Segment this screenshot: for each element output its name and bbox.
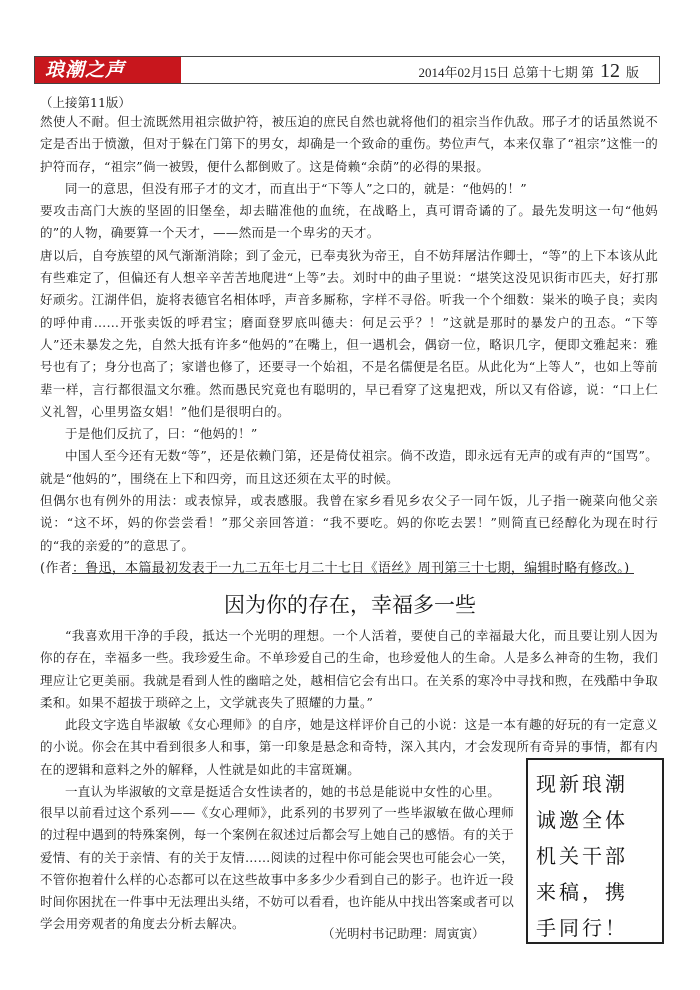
issue-date: 2014年02月15日 总第十七期 第	[418, 65, 594, 80]
callout-line: 诚邀全体	[536, 808, 628, 832]
article-title: 因为你的存在，幸福多一些	[224, 593, 476, 617]
paragraph: 但偶尔也有例外的用法：或表惊异，或表感服。我曾在家乡看见乡农父子一同午饭，儿子指一碗菜向他父亲说：“这不坏，妈的你尝尝看！”那父亲回答道：“我不要吃。妈的你吃去罢！”则简直已经醇化为现在时行的“我的亲爱的”的意思了。	[40, 493, 658, 553]
callout-line: 手同行！	[536, 916, 628, 940]
paragraph: 唐以后，自夸族望的风气渐渐消除；到了金元，已奉夷狄为帝王，自不妨拜屠沽作卿士，“等”的上下本该从此有些难定了，但偏还有人想辛辛苦苦地爬进“上等”去。刘时中的曲子里说：“堪笑这没见识街市匹夫，好打那好顽劣。江湖伴侣，旋将表德官名相体呼，声音多厮称，字样不寻俗。听我一个个细数：粜米的唤子良；卖肉的呼仲甫……开张卖饭的呼君宝；磨面登罗底叫德夫：何足云乎？！”这就是那时的暴发户的丑态。“下等人”还未暴发之先，自然大抵有许多“他妈的”在嘴上，但一遇机会，偶窃一位，略识几字，便即文雅起来：雅号也有了；身分也高了；家谱也修了，还要寻一个始祖，不是名儒便是名臣。从此化为“上等人”，也如上等前辈一样，言行都很温文尔雅。然而愚民究竟也有聪明的，早已看穿了这鬼把戏，所以又有俗谚，说：“口上仁义礼智，心里男盗女娼！”他们是很明白的。	[40, 247, 658, 419]
section-divider	[72, 573, 634, 574]
continued-note: （上接第11版）	[40, 95, 131, 110]
author-note: (作者：鲁迅，本篇最初发表于一九二五年七月二十七日《语丝》周刊第三十七期，编辑时略有修改。)	[40, 560, 630, 576]
signature: （光明村书记助理：周寅寅）	[322, 926, 485, 941]
page-number: 12	[599, 60, 620, 82]
masthead: 琅潮之声	[35, 57, 181, 83]
callout-line: 机关干部	[536, 844, 628, 868]
page-unit: 版	[625, 65, 639, 80]
paragraph: 中国人至今还有无数“等”，还是依赖门第，还是倚仗祖宗。倘不改造，即永远有无声的或有声的“国骂”。就是“他妈的”，围绕在上下和四旁，而且这还须在太平的时候。	[40, 448, 658, 486]
call-for-submissions-box	[526, 758, 664, 944]
paragraph: 很早以前看过这个系列——《女心理师》，此系列的书罗列了一些毕淑敏在做心理师的过程中遇到的特殊案例，每一个案例在叙述过后都会写上她自己的感悟。有的关于爱情、有的关于亲情、有的关于友情……阅读的过程中你可能会哭也可能会心一笑，不管你抱着什么样的心态都可以在这些故事中多多少少看到自己的影子。也许近一段时间你困扰在一件事中无法理出头绪，不妨可以看看，也许能从中找出答案或者可以学会用旁观者的角度去分析去解决。	[40, 805, 514, 932]
callout-line: 来稿，携	[536, 880, 628, 904]
callout-line: 现新琅潮	[536, 772, 628, 796]
article-review-continued	[40, 802, 514, 936]
paragraph: 同一的意思，但没有邢子才的文才，而直出于“下等人”之口的，就是：“他妈的！”	[65, 180, 527, 196]
paragraph: 此段文字选自毕淑敏《女心理师》的自序，她是这样评价自己的小说：这是一本有趣的好玩的有一定意义的小说。你会在其中看到很多人和事，第一印象是悬念和奇特，深入其内，才会发现所有奇异的事情，都有内在的逻辑和意料之外的解释，人性就是如此的丰富斑斓。	[40, 717, 658, 777]
page-header	[34, 56, 660, 84]
paragraph: 一直认为毕淑敏的文章是挺适合女性读者的，她的书总是能说中女性的心里。	[65, 784, 501, 800]
paragraph: 然使人不耐。但士流既然用祖宗做护符，被压迫的庶民自然也就将他们的祖宗当作仇敌。邢子才的话虽然说不定是否出于愤激，但对于躲在门第下的男女，却确是一个致命的重伤。势位声气，本来仅靠了“祖宗”这惟一的护符而存，“祖宗”倘一被毁，便什么都倒败了。这是倚赖“余荫”的必得的果报。	[40, 114, 658, 174]
issue-info	[418, 60, 639, 83]
paragraph: “我喜欢用干净的手段，抵达一个光明的理想。一个人活着，要使自己的幸福最大化，而且要让别人因为你的存在，幸福多一些。我珍爱生命。不单珍爱自己的生命，也珍爱他人的生命。人是多么神奇的生物，我们理应让它更美丽。我就是看到人性的幽暗之处，越相信它会有出口。在关系的寒冷中寻找和煦，在残酷中争取柔和。如果不超拔于琐碎之上，文学就丧失了照耀的力量。”	[40, 628, 658, 710]
article-luxun	[40, 111, 658, 580]
paragraph: 要攻击高门大族的坚固的旧堡垒，却去瞄准他的血统，在战略上，真可谓奇谲的了。最先发明这一句“他妈的”的人物，确要算一个天才，——然而是一个卑劣的天才。	[40, 203, 658, 241]
paragraph: 于是他们反抗了，曰：“他妈的！”	[65, 426, 258, 442]
